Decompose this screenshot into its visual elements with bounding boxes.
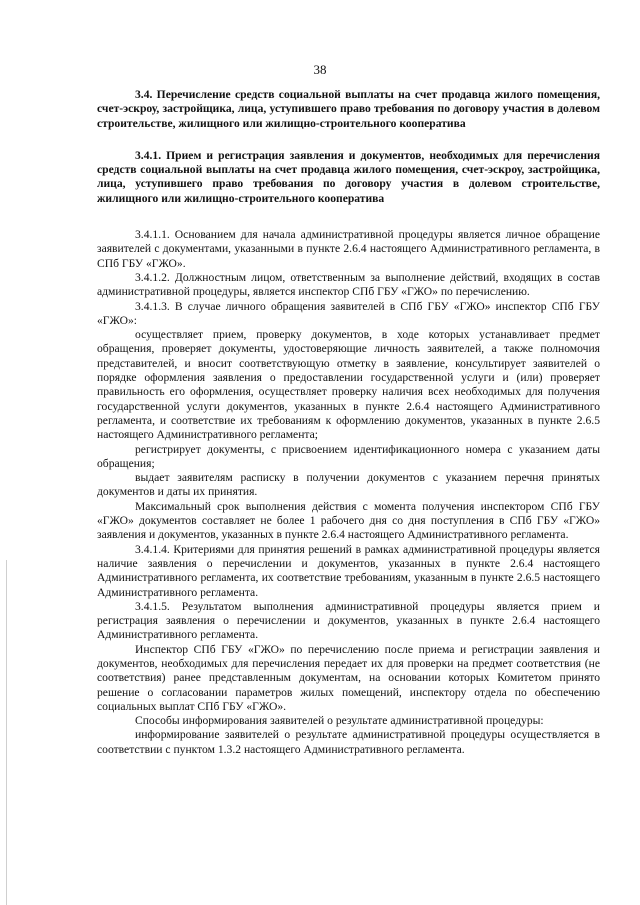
paragraph-max-term: Максимальный срок выполнения действия с момента получения инспектором СПб ГБУ «ГЖО» документов составляет не более 1 рабочего дня со дня поступления в СПб ГБУ «ГЖО» заявления и документов, указанных в пункте 2.6.4 настоящего Административного регламента. <box>97 499 600 542</box>
paragraph-3-4-1-1: 3.4.1.1. Основанием для начала административной процедуры является личное обращение заявителей с документами, указанными в пункте 2.6.4 настоящего Административного регламента, в СПб ГБУ «ГЖО». <box>97 228 600 270</box>
paragraph-issues-receipt: выдает заявителям расписку в получении документов с указанием перечня принятых документов и даты их принятия. <box>97 471 600 499</box>
page-number: 38 <box>313 62 327 77</box>
scan-edge-line <box>6 560 7 905</box>
section-heading: 3.4. Перечисление средств социальной выплаты на счет продавца жилого помещения, счет-эскроу, застройщика, лица, уступившего право требования по договору участия в долевом строительстве, жилищного или жилищно-строительного кооператива <box>97 88 600 130</box>
subsection-heading: 3.4.1. Прием и регистрация заявления и документов, необходимых для перечисления средств социальной выплаты на счет продавца жилого помещения, счет-эскроу, застройщика, лица, уступившего право требования по договору участия в долевом строительстве, жилищного или жилищно-строительного кооператива <box>97 148 600 205</box>
paragraph-accepts-documents: осуществляет прием, проверку документов, в ходе которых устанавливает предмет обращения, проверяет документы, удостоверяющие личность заявителей, а также полномочия представителей, и вносит соответствующую отметку в заявление, консультирует заявителей о порядке оформления заявления о предоставлении государственной услуги и (или) проверяет правильность его оформления, осуществляет проверку наличия всех необходимых для получения государственной услуги документов, указанных в пункте 2.6.4 настоящего Административного регламента, и соответствие их требованиям к оформлению документов, указанных в пункте 2.6.5 настоящего Административного регламента; <box>97 328 600 442</box>
paragraph-3-4-1-4: 3.4.1.4. Критериями для принятия решений в рамках административной процедуры является наличие заявления о перечислении и документов, указанных в пункте 2.6.4 настоящего Административного регламента, их соответствие требованиям, указанным в пункте 2.6.5 настоящего Административного регламента. <box>97 542 600 599</box>
paragraph-inspector-transfer: Инспектор СПб ГБУ «ГЖО» по перечислению после приема и регистрации заявления и документов, необходимых для перечисления передает их для проверки на предмет соответствия (не соответствия) ранее представленным документам, на основании которых Комитетом принято решение о согласовании параметров жилых помещений, инспектору отдела по обеспечению социальных выплат СПб ГБУ «ГЖО». <box>97 642 600 713</box>
paragraph-notification-rule: информирование заявителей о результате административной процедуры осуществляется в соответствии с пунктом 1.3.2 настоящего Административного регламента. <box>97 728 600 756</box>
paragraph-3-4-1-3: 3.4.1.3. В случае личного обращения заявителей в СПб ГБУ «ГЖО» инспектор СПб ГБУ «ГЖО»: <box>97 299 600 327</box>
document-body <box>97 88 600 757</box>
paragraph-notification-methods: Способы информирования заявителей о результате административной процедуры: <box>135 714 544 728</box>
paragraph-registers-documents: регистрирует документы, с присвоением идентификационного номера с указанием даты обращения; <box>97 442 600 470</box>
paragraph-3-4-1-2: 3.4.1.2. Должностным лицом, ответственным за выполнение действий, входящих в состав административной процедуры, является инспектор СПб ГБУ «ГЖО» по перечислению. <box>97 270 600 299</box>
paragraph-3-4-1-5: 3.4.1.5. Результатом выполнения административной процедуры является прием и регистрация заявления о перечислении и документов, указанных в пункте 2.6.4 настоящего Административного регламента. <box>97 599 600 642</box>
